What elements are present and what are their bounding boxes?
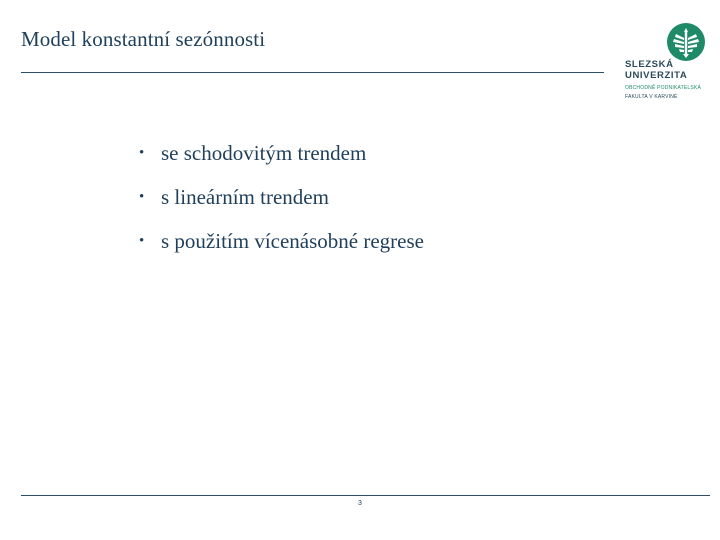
logo-faculty-line2: FAKULTA V KARVINÉ [625, 94, 678, 100]
bullet-item [133, 138, 424, 182]
slide-title: Model konstantní sezónnosti [21, 27, 266, 51]
logo-faculty-line1: OBCHODNĚ PODNIKATELSKÁ [625, 85, 701, 91]
logo-university-name-line2: UNIVERZITA [625, 70, 688, 81]
bullet-text: s lineárním trendem [161, 185, 329, 209]
university-logo [622, 22, 710, 106]
title-divider [21, 72, 604, 73]
page-number: 3 [358, 500, 362, 507]
bullet-text: s použitím vícenásobné regrese [161, 229, 424, 253]
logo-university-name-line1: SLEZSKÁ [625, 59, 674, 70]
bullet-item [133, 182, 424, 226]
bullet-dot-icon: • [139, 189, 145, 205]
bullet-dot-icon: • [139, 233, 145, 249]
bullet-dot-icon: • [139, 145, 145, 161]
bullet-list [133, 138, 424, 270]
footer-divider [21, 495, 710, 496]
university-emblem-icon [666, 22, 706, 64]
bullet-text: se schodovitým trendem [161, 141, 367, 165]
bullet-item [133, 226, 424, 270]
